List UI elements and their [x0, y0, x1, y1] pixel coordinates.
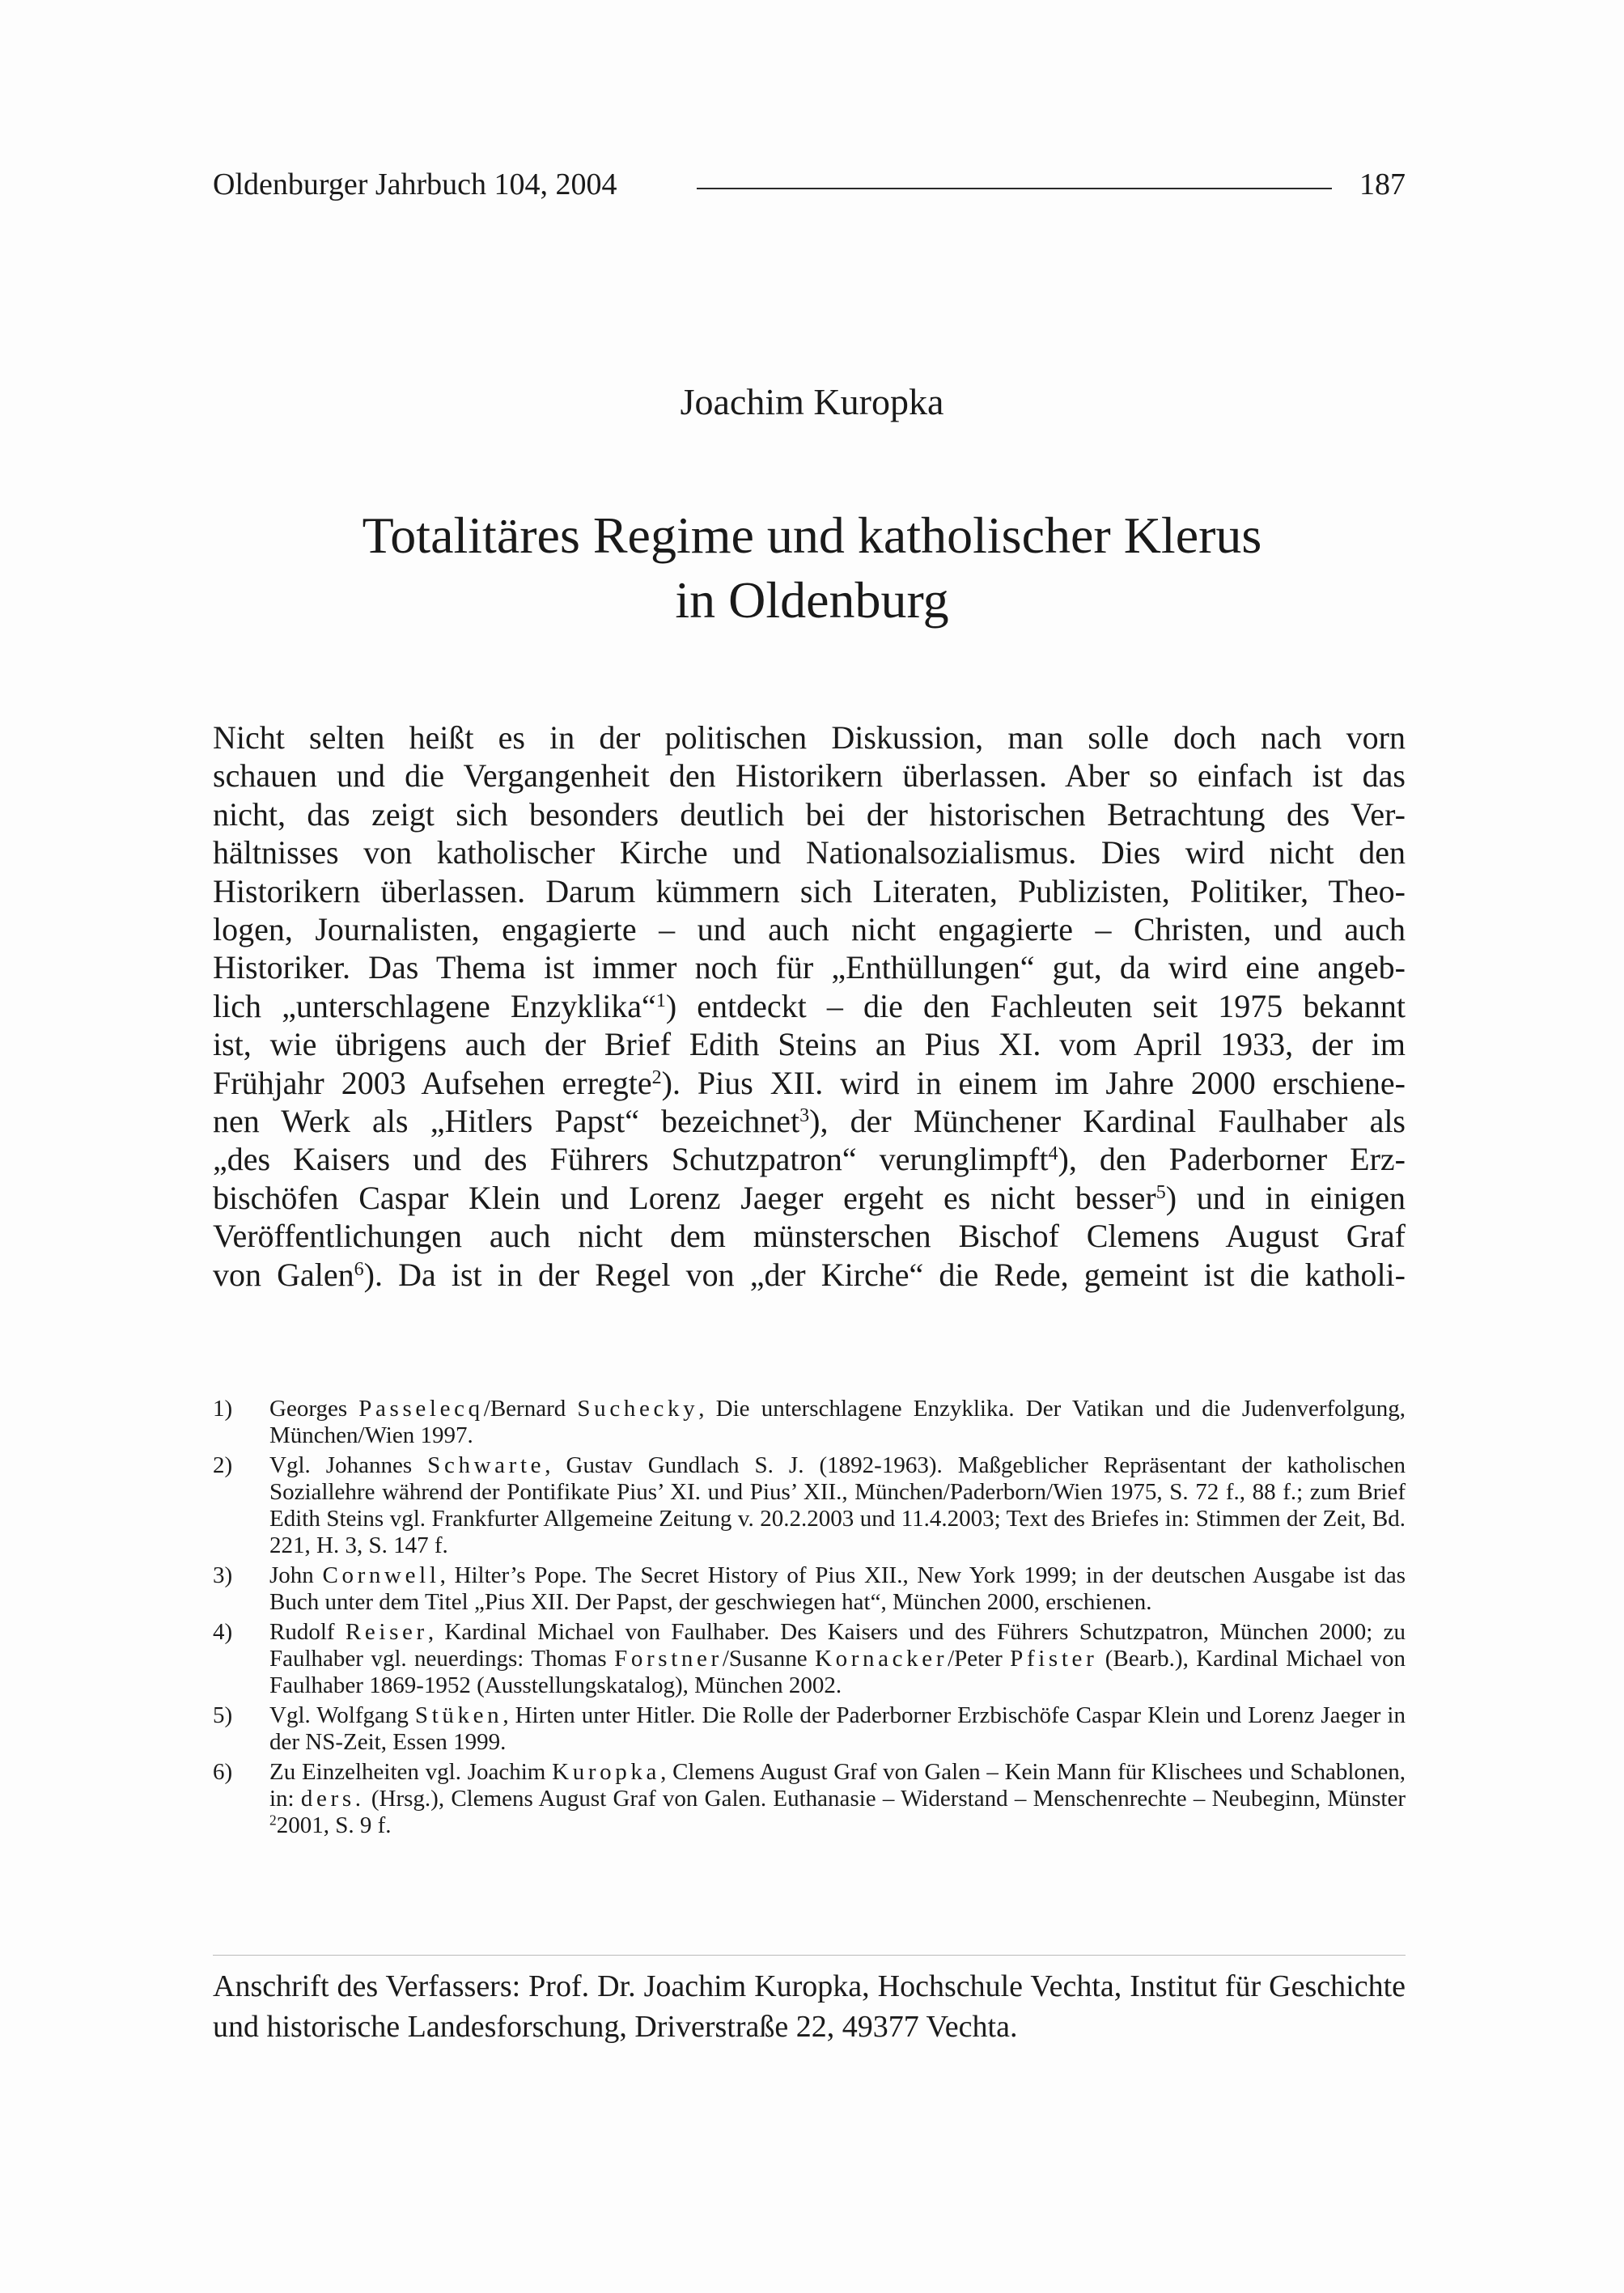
body-line: logen, Journalisten, engagierte – und auch nicht engagierte – Christen, und auch	[213, 911, 1406, 948]
title-line-1: Totalitäres Regime und katholischer Klerus	[362, 506, 1262, 564]
footnote-text-part: (Hrsg.), Clemens August Graf von Galen. Euthanasie – Widerstand – Menschenrechte – Neubeginn, Münster	[364, 1786, 1406, 1812]
journal-title: Oldenburger Jahrbuch 104, 2004	[213, 167, 617, 201]
body-line-text: ), den Paderborner Erz-	[1058, 1141, 1406, 1178]
footnote-author-name: Cornwell	[322, 1562, 440, 1588]
page-number: 187	[1359, 167, 1406, 201]
running-header	[213, 167, 1406, 207]
footnote-number: 3)	[213, 1562, 233, 1588]
footnote	[213, 1702, 1406, 1756]
footnote-text-part: , Clemens August Graf von Galen – Kein Mann für Klischees und Schablonen, in:	[269, 1759, 1406, 1812]
body-line: Historikern überlassen. Darum kümmern sich Literaten, Publizisten, Politiker, Theo-	[213, 872, 1406, 909]
footnote-author-name: ders.	[300, 1786, 365, 1812]
title-line-2: in Oldenburg	[675, 571, 949, 629]
footnote-number: 1)	[213, 1396, 233, 1422]
footnote	[213, 1619, 1406, 1699]
body-line	[213, 987, 1406, 1025]
body-line: Veröffentlichungen auch nicht dem münsterschen Bischof Clemens August Graf	[213, 1218, 1406, 1255]
footnote-text-part: /Susanne	[722, 1646, 815, 1672]
footnote-number: 5)	[213, 1702, 233, 1728]
body-line: nicht, das zeigt sich besonders deutlich bei der historischen Betrachtung des Ver-	[213, 795, 1406, 833]
footnotes	[213, 1396, 1406, 1842]
footnote-text-part: , Kardinal Michael von Faulhaber. Des Kaisers und des Führers Schutzpatron, München 2000; zu Faulhaber vgl. neuerdings: Thomas	[269, 1619, 1406, 1672]
footnote-marker: 6	[354, 1258, 364, 1280]
footnote-text-part: Vgl. Johannes	[269, 1452, 428, 1478]
body-line: schauen und die Vergangenheit den Historikern überlassen. Aber so einfach ist das	[213, 757, 1406, 795]
body-line-text: ). Pius XII. wird in einem im Jahre 2000 erschiene-	[661, 1064, 1406, 1101]
footnote-marker: 2	[651, 1066, 662, 1088]
footnote-marker: 1	[655, 990, 666, 1011]
header-rule	[697, 188, 1332, 189]
footnote-number: 4)	[213, 1619, 233, 1645]
body-line-text: Frühjahr 2003 Aufsehen erregte	[213, 1064, 652, 1101]
edition-superscript: 2	[269, 1812, 277, 1829]
body-line: Nicht selten heißt es in der politischen Diskussion, man solle doch nach vorn	[213, 719, 1406, 756]
footnote-text-part: Vgl. Wolfgang	[269, 1702, 415, 1728]
footnote-text	[269, 1562, 1406, 1615]
footnote-text-part: /Bernard	[483, 1396, 578, 1422]
body-line-text: nen Werk als „Hitlers Papst“ bezeichnet	[213, 1103, 800, 1140]
footnote-author-name: Schwarte	[427, 1452, 545, 1478]
footnote-text-part: , Hilter’s Pope. The Secret History of Pius XII., New York 1999; in der deutschen Ausgabe ist das Buch unter dem Titel „Pius XII. Der Papst, der geschwiegen hat“, München 2000, erschienen.	[269, 1562, 1406, 1615]
body-line	[213, 1179, 1406, 1217]
footnote-author-name: Passelecq	[358, 1396, 484, 1422]
footnote	[213, 1452, 1406, 1559]
footnote	[213, 1759, 1406, 1839]
article-author: Joachim Kuropka	[680, 381, 944, 422]
body-line	[213, 1256, 1406, 1294]
footnote-text-part: (Bearb.), Kardinal Michael von Faulhaber 1869-1952 (Ausstellungskatalog), München 2002.	[269, 1646, 1406, 1698]
body-line	[213, 1064, 1406, 1102]
body-text	[213, 718, 1406, 1294]
address-rule	[213, 1955, 1406, 1956]
footnote-author-name: Stüken	[414, 1702, 503, 1728]
body-line-text: ) entdeckt – die den Fachleuten seit 1975 bekannt	[665, 987, 1406, 1024]
footnote-text-part: Georges	[269, 1396, 359, 1422]
footnote-number: 2)	[213, 1452, 233, 1478]
footnote-text-part: 2001, S. 9 f.	[276, 1812, 392, 1838]
footnote-text-part: , Gustav Gundlach S. J. (1892-1963). Maßgeblicher Repräsentant der katholischen Soziallehre während der Pontifikate Pius’ XI. und Pius’ XII., München/Paderborn/Wien 1975, S. 72 f., 88 f.; zum Brief Edith Steins vgl. Frankfurter Allgemeine Zeitung v. 20.2.2003 und 11.4.2003; Text des Briefes in: Stimmen der Zeit, Bd. 221, H. 3, S. 147 f.	[269, 1452, 1406, 1558]
footnote-text-part: , Die unterschlagene Enzyklika. Der Vatikan und die Judenverfolgung, München/Wien 1997.	[269, 1396, 1406, 1448]
footnote-text	[269, 1396, 1406, 1448]
body-line	[213, 1140, 1406, 1178]
body-line: hältnisses von katholischer Kirche und Nationalsozialismus. Dies wird nicht den	[213, 834, 1406, 871]
footnote-text-part: Rudolf	[269, 1619, 346, 1645]
body-line: Historiker. Das Thema ist immer noch für „Enthüllungen“ gut, da wird eine angeb-	[213, 949, 1406, 986]
body-line: ist, wie übrigens auch der Brief Edith Steins an Pius XI. vom April 1933, der im	[213, 1026, 1406, 1063]
footnote-text-part: John	[269, 1562, 323, 1588]
footnote-text-part: /Peter	[948, 1646, 1011, 1672]
body-line-text: bischöfen Caspar Klein und Lorenz Jaeger ergeht es nicht besser	[213, 1179, 1156, 1216]
body-line	[213, 1102, 1406, 1140]
footnote-text	[269, 1702, 1406, 1755]
footnote-text	[269, 1619, 1406, 1698]
footnote	[213, 1562, 1406, 1616]
body-line-text: ), der Münchener Kardinal Faulhaber als	[809, 1103, 1406, 1140]
footnote	[213, 1396, 1406, 1449]
footnote-marker: 3	[799, 1104, 810, 1126]
footnote-author-name: Forstner	[614, 1646, 723, 1672]
footnote-author-name: Pfister	[1010, 1646, 1098, 1672]
footnote-text	[269, 1759, 1406, 1838]
footnote-author-name: Suchecky	[577, 1396, 699, 1422]
footnote-number: 6)	[213, 1759, 233, 1785]
body-line-text: lich „unterschlagene Enzyklika“	[213, 987, 656, 1024]
author-address: Anschrift des Verfassers: Prof. Dr. Joachim Kuropka, Hochschule Vechta, Institut für Geschichte und historische Landesforschung, Driverstraße 22, 49377 Vechta.	[213, 1969, 1406, 2044]
footnote-marker: 4	[1048, 1143, 1058, 1165]
footnote-marker: 5	[1155, 1181, 1166, 1203]
footnote-author-name: Reiser	[345, 1619, 428, 1645]
footnote-text-part: , Hirten unter Hitler. Die Rolle der Paderborner Erzbischöfe Caspar Klein und Lorenz Jaeger in der NS-Zeit, Essen 1999.	[269, 1702, 1406, 1755]
article-title	[0, 503, 1624, 633]
footnote-text-part: Zu Einzelheiten vgl. Joachim	[269, 1759, 553, 1785]
footnote-author-name: Kornacker	[814, 1646, 948, 1672]
body-line-text: von Galen	[213, 1256, 354, 1293]
body-line-text: „des Kaisers und des Führers Schutzpatron“ verunglimpft	[213, 1141, 1049, 1178]
body-line-text: ) und in einigen	[1165, 1179, 1406, 1216]
body-line-text: ). Da ist in der Regel von „der Kirche“ die Rede, gemeint ist die katholi-	[363, 1256, 1406, 1293]
footnote-author-name: Kuropka	[552, 1759, 661, 1785]
footnote-text	[269, 1452, 1406, 1558]
